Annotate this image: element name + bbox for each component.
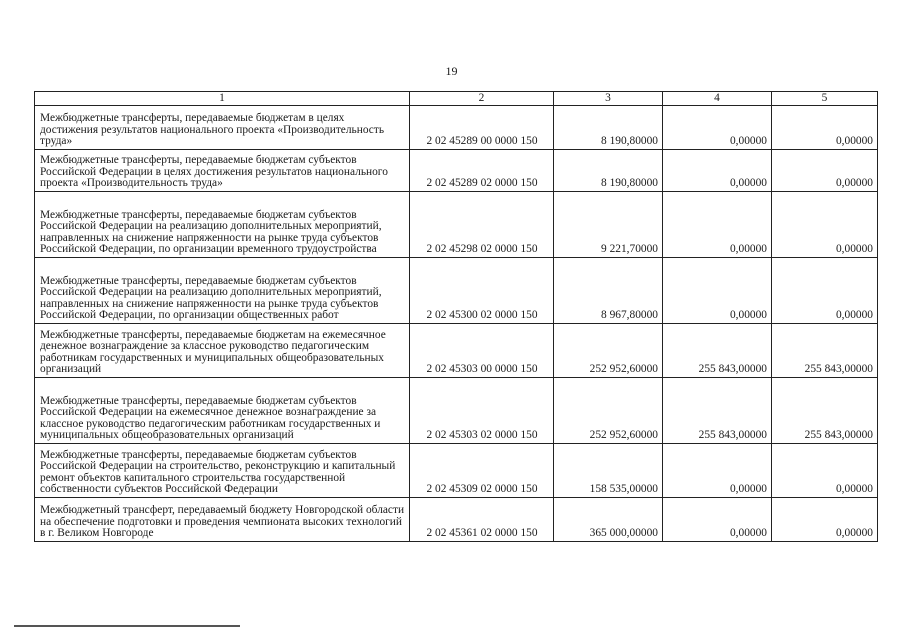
footer-rule (14, 625, 240, 627)
row-value-col4: 0,00000 (663, 192, 772, 258)
row-value-col3: 8 190,80000 (554, 106, 663, 150)
row-description: Межбюджетный трансферт, передаваемый бюджету Новгородской области на обеспечение подготовки и проведения чемпионата высоких технологий в г. Великом Новгороде (35, 498, 410, 542)
column-header-3: 3 (554, 92, 663, 106)
budget-table (34, 91, 878, 542)
row-description: Межбюджетные трансферты, передаваемые бюджетам субъектов Российской Федерации на строительство, реконструкцию и капитальный ремонт объектов капитального строительства государственной собственности субъектов Российской Федерации (35, 444, 410, 498)
row-description: Межбюджетные трансферты, передаваемые бюджетам на ежемесячное денежное вознаграждение за классное руководство педагогическим работникам государственных и муниципальных общеобразовательных организаций (35, 324, 410, 378)
row-value-col5: 255 843,00000 (772, 378, 878, 444)
row-description: Межбюджетные трансферты, передаваемые бюджетам в целях достижения результатов национального проекта «Производительность труда» (35, 106, 410, 150)
row-value-col3: 8 190,80000 (554, 150, 663, 192)
row-value-col3: 9 221,70000 (554, 192, 663, 258)
row-description: Межбюджетные трансферты, передаваемые бюджетам субъектов Российской Федерации на ежемесячное денежное вознаграждение за классное руководство педагогическим работникам государственных и муниципальных общеобразовательных организаций (35, 378, 410, 444)
row-value-col5: 0,00000 (772, 258, 878, 324)
row-description: Межбюджетные трансферты, передаваемые бюджетам субъектов Российской Федерации на реализацию дополнительных мероприятий, направленных на снижение напряженности на рынке труда субъектов Российской Федерации, по организации общественных работ (35, 258, 410, 324)
row-value-col4: 0,00000 (663, 498, 772, 542)
row-value-col5: 0,00000 (772, 444, 878, 498)
row-value-col4: 0,00000 (663, 444, 772, 498)
row-description: Межбюджетные трансферты, передаваемые бюджетам субъектов Российской Федерации на реализацию дополнительных мероприятий, направленных на снижение напряженности на рынке труда субъектов Российской Федерации, по организации временного трудоустройства (35, 192, 410, 258)
row-value-col3: 365 000,00000 (554, 498, 663, 542)
row-value-col4: 255 843,00000 (663, 378, 772, 444)
row-value-col5: 0,00000 (772, 498, 878, 542)
row-value-col3: 252 952,60000 (554, 324, 663, 378)
row-value-col5: 0,00000 (772, 150, 878, 192)
column-header-4: 4 (663, 92, 772, 106)
row-value-col4: 0,00000 (663, 150, 772, 192)
row-value-col3: 158 535,00000 (554, 444, 663, 498)
column-header-2: 2 (410, 92, 554, 106)
row-code: 2 02 45309 02 0000 150 (410, 444, 554, 498)
row-value-col4: 0,00000 (663, 106, 772, 150)
row-value-col5: 255 843,00000 (772, 324, 878, 378)
row-value-col4: 0,00000 (663, 258, 772, 324)
row-code: 2 02 45303 00 0000 150 (410, 324, 554, 378)
table-row (35, 378, 878, 444)
column-header-1: 1 (35, 92, 410, 106)
table-row (35, 444, 878, 498)
row-code: 2 02 45289 02 0000 150 (410, 150, 554, 192)
row-value-col5: 0,00000 (772, 106, 878, 150)
table-row (35, 150, 878, 192)
row-value-col5: 0,00000 (772, 192, 878, 258)
table-row (35, 324, 878, 378)
table-row (35, 106, 878, 150)
table-row (35, 498, 878, 542)
row-code: 2 02 45300 02 0000 150 (410, 258, 554, 324)
row-value-col3: 252 952,60000 (554, 378, 663, 444)
row-value-col3: 8 967,80000 (554, 258, 663, 324)
row-description: Межбюджетные трансферты, передаваемые бюджетам субъектов Российской Федерации в целях достижения результатов национального проекта «Производительность труда» (35, 150, 410, 192)
table-row (35, 258, 878, 324)
page-number: 19 (445, 64, 458, 78)
row-code: 2 02 45361 02 0000 150 (410, 498, 554, 542)
table-row (35, 192, 878, 258)
row-code: 2 02 45303 02 0000 150 (410, 378, 554, 444)
row-value-col4: 255 843,00000 (663, 324, 772, 378)
column-header-5: 5 (772, 92, 878, 106)
row-code: 2 02 45289 00 0000 150 (410, 106, 554, 150)
header-row (35, 92, 878, 106)
row-code: 2 02 45298 02 0000 150 (410, 192, 554, 258)
